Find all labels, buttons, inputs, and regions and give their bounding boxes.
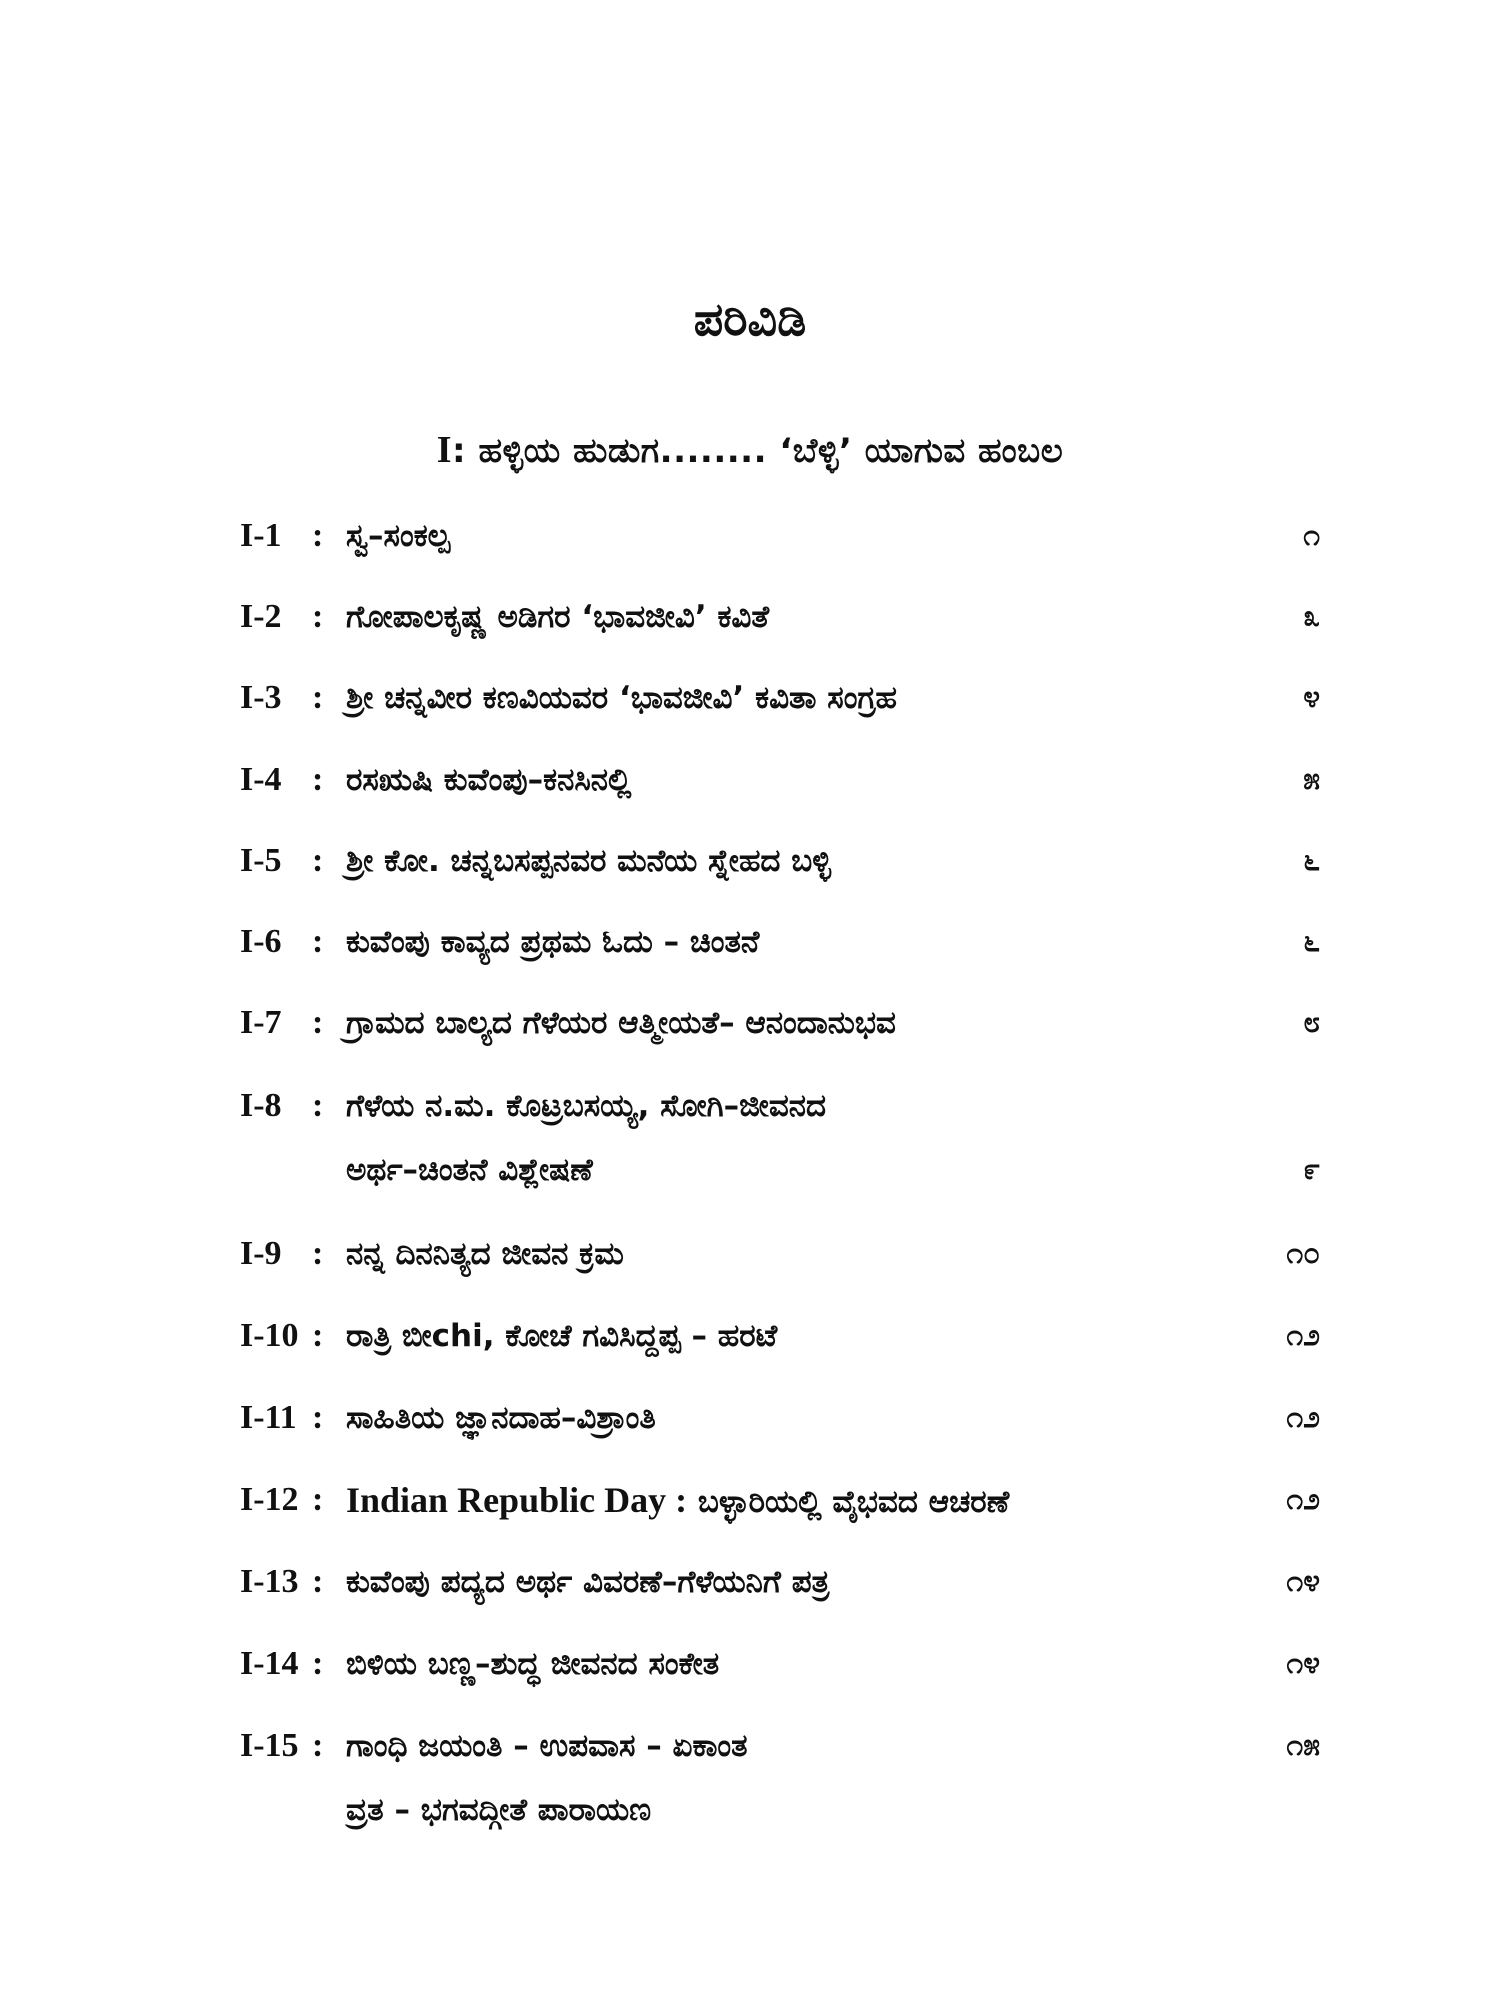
entry-colon: :: [312, 1317, 324, 1354]
entry-colon: :: [312, 1235, 324, 1272]
entry-number: I-14: [240, 1645, 299, 1682]
entry-title: ಸಾಹಿತಿಯ ಜ್ಞಾನದಾಹ–ವಿಶ್ರಾಂತಿ: [346, 1400, 656, 1436]
entry-number: I-15: [240, 1727, 299, 1764]
entry-number: I-1: [240, 517, 282, 554]
toc-entry[interactable]: [240, 991, 1320, 1055]
entry-title-kannada: ಬಳ್ಳಾರಿಯಲ್ಲಿ ವೈಭವದ ಆಚರಣೆ: [697, 1484, 1010, 1520]
entry-title-latin: Indian Republic Day :: [346, 1480, 688, 1520]
entry-colon: :: [312, 1481, 324, 1518]
entry-colon: :: [312, 923, 324, 960]
entry-number: I-2: [240, 598, 282, 635]
entry-title: ಗೋಪಾಲಕೃಷ್ಣ ಅಡಿಗರ ‘ಭಾವಜೀವಿ’ ಕವಿತೆ: [346, 599, 770, 635]
entry-title: ರಾತ್ರಿ ಬೀchi, ಕೋಚೆ ಗವಿಸಿದ್ದಪ್ಪ – ಹರಟೆ: [346, 1318, 778, 1354]
entry-number: I-6: [240, 923, 282, 960]
entry-title: [346, 1468, 1206, 1534]
entry-number: I-13: [240, 1563, 299, 1600]
part-numeral: I: [436, 429, 453, 471]
entry-page-number: ೧: [1303, 518, 1320, 553]
entry-colon: :: [312, 842, 324, 879]
entry-title-continued: ಅರ್ಥ–ಚಿಂತನೆ ವಿಶ್ಲೇಷಣೆ: [346, 1152, 593, 1188]
entry-number: I-8: [240, 1087, 282, 1124]
entry-number: I-7: [240, 1004, 282, 1041]
toc-entry[interactable]: [240, 1468, 1320, 1532]
entry-colon: :: [312, 679, 324, 716]
entry-colon: :: [312, 1004, 324, 1041]
entry-page-number: ೧೫: [1286, 1728, 1320, 1763]
entry-page-number: ೬: [1303, 924, 1320, 959]
entry-colon: :: [312, 1399, 324, 1436]
toc-entry[interactable]: [240, 1550, 1320, 1614]
entry-title-continued: ವ್ರತ – ಭಗವದ್ಗೀತೆ ಪಾರಾಯಣ: [346, 1792, 652, 1828]
entry-page-number: ೧೨: [1286, 1400, 1320, 1435]
entry-colon: :: [312, 1645, 324, 1682]
entry-title: ಶ್ರೀ ಚನ್ನವೀರ ಕಣವಿಯವರ ‘ಭಾವಜೀವಿ’ ಕವಿತಾ ಸಂಗ್ರಹ: [346, 680, 897, 716]
toc-entry[interactable]: [240, 504, 1320, 568]
entry-page-number: ೩: [1303, 599, 1320, 634]
entry-page-number: ೧೪: [1286, 1564, 1320, 1599]
entry-page-number: ೧೨: [1286, 1318, 1320, 1353]
entry-title: ಗ್ರಾಮದ ಬಾಲ್ಯದ ಗೆಳೆಯರ ಆತ್ಮೀಯತೆ– ಆನಂದಾನುಭವ: [346, 1005, 896, 1041]
entry-colon: :: [312, 517, 324, 554]
entry-number: I-11: [240, 1399, 297, 1436]
entry-number: I-5: [240, 842, 282, 879]
entry-title: ಸ್ವ–ಸಂಕಲ್ಪ: [346, 518, 451, 554]
entry-page-number: ೧೦: [1286, 1236, 1320, 1271]
toc-entry[interactable]: [240, 829, 1320, 893]
entry-page-number: ೯: [1303, 1152, 1320, 1187]
entry-page-number: ೧೨: [1286, 1482, 1320, 1517]
entry-title: ಬಿಳಿಯ ಬಣ್ಣ–ಶುದ್ಧ ಜೀವನದ ಸಂಕೇತ: [346, 1646, 720, 1682]
toc-entry[interactable]: [240, 666, 1320, 730]
entry-number: I-10: [240, 1317, 299, 1354]
entry-number: I-9: [240, 1235, 282, 1272]
entry-number: I-12: [240, 1481, 299, 1518]
entry-number: I-3: [240, 679, 282, 716]
toc-entry[interactable]: [240, 1304, 1320, 1368]
toc-entry[interactable]: [240, 1632, 1320, 1696]
entry-page-number: ೪: [1303, 680, 1320, 715]
entry-title: ರಸಋಷಿ ಕುವೆಂಪು–ಕನಸಿನಲ್ಲಿ: [346, 762, 632, 798]
entry-colon: :: [312, 1087, 324, 1124]
entry-title: ನನ್ನ ದಿನನಿತ್ಯದ ಜೀವನ ಕ್ರಮ: [346, 1236, 624, 1272]
entry-colon: :: [312, 1727, 324, 1764]
entry-colon: :: [312, 1563, 324, 1600]
toc-entry[interactable]: [240, 748, 1320, 812]
entry-number: I-4: [240, 761, 282, 798]
entry-colon: :: [312, 598, 324, 635]
toc-entry[interactable]: [240, 585, 1320, 649]
toc-entry[interactable]: [240, 1714, 1320, 1842]
part-title: : ಹಳ್ಳಿಯ ಹುಡುಗ........ ‘ಬೆಳ್ಳಿ’ ಯಾಗುವ ಹಂಬಲ: [452, 431, 1064, 471]
entry-title: ಗಾಂಧಿ ಜಯಂತಿ – ಉಪವಾಸ – ಏಕಾಂತ: [346, 1728, 748, 1764]
part-heading: [0, 428, 1500, 472]
toc-entry[interactable]: [240, 1222, 1320, 1286]
entry-title: ಗೆಳೆಯ ನ.ಮ. ಕೊಟ್ರಬಸಯ್ಯ, ಸೋಗಿ–ಜೀವನದ: [346, 1088, 827, 1124]
toc-entry[interactable]: [240, 1074, 1320, 1202]
entry-title: ಕುವೆಂಪು ಕಾವ್ಯದ ಪ್ರಥಮ ಓದು – ಚಿಂತನೆ: [346, 924, 760, 960]
entry-colon: :: [312, 761, 324, 798]
entry-page-number: ೧೪: [1286, 1646, 1320, 1681]
entry-page-number: ೫: [1303, 762, 1320, 797]
entry-title: ಕುವೆಂಪು ಪದ್ಯದ ಅರ್ಥ ವಿವರಣೆ–ಗೆಳೆಯನಿಗೆ ಪತ್ರ: [346, 1564, 830, 1600]
entry-title: ಶ್ರೀ ಕೋ. ಚನ್ನಬಸಪ್ಪನವರ ಮನೆಯ ಸ್ನೇಹದ ಬಳ್ಳಿ: [346, 843, 832, 879]
toc-entry[interactable]: [240, 1386, 1320, 1450]
entry-page-number: ೬: [1303, 843, 1320, 878]
page-title: ಪರಿವಿಡಿ: [693, 292, 807, 346]
toc-entry[interactable]: [240, 910, 1320, 974]
entry-page-number: ೮: [1303, 1005, 1320, 1040]
